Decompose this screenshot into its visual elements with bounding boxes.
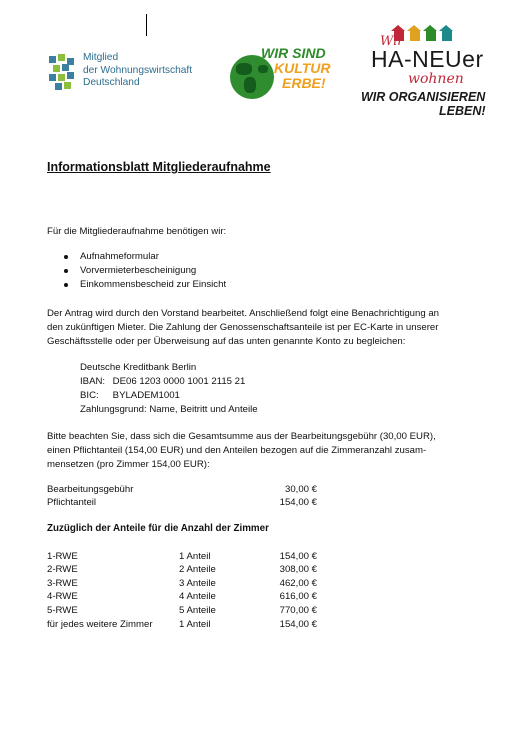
room-type: für jedes weitere Zimmer bbox=[47, 619, 153, 630]
list-item-text: Aufnahmeformular bbox=[80, 251, 159, 262]
intro-text: Für die Mitgliederaufnahme benötigen wir: bbox=[47, 226, 227, 237]
requirements-list bbox=[64, 250, 226, 293]
paragraph-2-line-2: einen Pflichtanteil (154,00 EUR) und den Anteilen bezogen auf die Zimmeranzahl zusam- bbox=[47, 445, 427, 456]
bic-value: BYLADEM1001 bbox=[112, 390, 180, 401]
logo3-main: HA-NEUer bbox=[371, 46, 484, 72]
room-amount: 154,00 € bbox=[279, 619, 317, 630]
fee-label: Bearbeitungsgebühr bbox=[47, 484, 134, 495]
fee-label: Pflichtanteil bbox=[47, 497, 97, 508]
room-shares: 1 Anteil bbox=[179, 551, 211, 562]
iban-value: DE06 1203 0000 1001 2115 21 bbox=[112, 376, 246, 387]
paragraph-1-line-2: den zukünftigen Mieter. Die Zahlung der Genossenschaftsanteile ist per EC-Karte in unserer bbox=[47, 322, 439, 333]
logo1-line1: Mitglied bbox=[83, 52, 119, 63]
globe-icon bbox=[230, 55, 274, 99]
bullet-icon bbox=[64, 269, 68, 273]
room-shares: 3 Anteile bbox=[179, 578, 216, 589]
list-item-text: Einkommensbescheid zur Einsicht bbox=[80, 279, 227, 291]
room-amount: 616,00 € bbox=[279, 591, 317, 602]
room-amount: 154,00 € bbox=[279, 551, 317, 562]
room-shares: 2 Anteile bbox=[179, 564, 216, 575]
cube-mark-icon bbox=[47, 52, 77, 92]
logo1-line2: der Wohnungswirtschaft bbox=[83, 64, 193, 76]
rooms-heading: Zuzüglich der Anteile für die Anzahl der Zimmer bbox=[47, 523, 269, 534]
list-item bbox=[64, 264, 226, 278]
bullet-icon bbox=[64, 255, 68, 259]
logo2-line1: WIR SIND bbox=[261, 45, 326, 61]
wohnungswirtschaft-logo bbox=[47, 52, 217, 96]
logo3-tagline-1: WIR ORGANISIEREN bbox=[361, 90, 486, 104]
kulturerbe-logo bbox=[228, 43, 340, 103]
room-shares: 4 Anteile bbox=[179, 591, 216, 602]
bic-label: BIC: bbox=[80, 390, 99, 401]
logo3-tagline-2: LEBEN! bbox=[439, 104, 486, 118]
room-type: 2-RWE bbox=[47, 564, 78, 575]
logo2-line2: KULTUR bbox=[274, 60, 331, 76]
fee-amount: 154,00 € bbox=[279, 497, 317, 508]
room-shares: 1 Anteil bbox=[179, 619, 211, 630]
paragraph-1-line-3: Geschäftsstelle oder per Überweisung auf das unten genannte Konto zu begleichen: bbox=[47, 336, 406, 347]
document-title: Informationsblatt Mitgliederaufnahme bbox=[47, 160, 271, 174]
list-item-text: Vorvermieterbescheinigung bbox=[80, 265, 197, 277]
iban-label: IBAN: bbox=[80, 376, 106, 387]
payment-reason: Zahlungsgrund: Name, Beitritt und Anteile bbox=[80, 404, 258, 415]
logo3-sub: wohnen bbox=[408, 71, 464, 87]
list-item bbox=[64, 278, 226, 292]
paragraph-1-line-1: Der Antrag wird durch den Vorstand bearbeitet. Anschließend folgt eine Benachrichtigung an bbox=[47, 308, 439, 319]
room-type: 5-RWE bbox=[47, 605, 78, 616]
room-type: 3-RWE bbox=[47, 578, 78, 589]
text-cursor bbox=[146, 14, 147, 36]
logo3-script: Wir bbox=[380, 34, 404, 49]
paragraph-2-line-1: Bitte beachten Sie, dass sich die Gesamtsumme aus der Bearbeitungsgebühr (30,00 EUR), bbox=[47, 431, 436, 442]
list-item bbox=[64, 250, 226, 264]
room-amount: 770,00 € bbox=[279, 605, 317, 616]
ha-neuer-wohnen-logo bbox=[355, 22, 500, 122]
logo1-line3: Deutschland bbox=[83, 77, 140, 88]
room-amount: 308,00 € bbox=[279, 564, 317, 575]
logo1-text bbox=[83, 52, 192, 90]
bullet-icon bbox=[64, 283, 68, 287]
room-amount: 462,00 € bbox=[279, 578, 317, 589]
bank-name: Deutsche Kreditbank Berlin bbox=[80, 362, 197, 373]
room-type: 4-RWE bbox=[47, 591, 78, 602]
logo2-line3: ERBE! bbox=[282, 75, 326, 91]
fee-amount: 30,00 € bbox=[284, 484, 317, 495]
bank-bic bbox=[80, 389, 180, 403]
room-type: 1-RWE bbox=[47, 551, 78, 562]
bank-iban bbox=[80, 375, 245, 389]
room-shares: 5 Anteile bbox=[179, 605, 216, 616]
paragraph-2-line-3: mensetzen (pro Zimmer 154,00 EUR): bbox=[47, 459, 210, 470]
